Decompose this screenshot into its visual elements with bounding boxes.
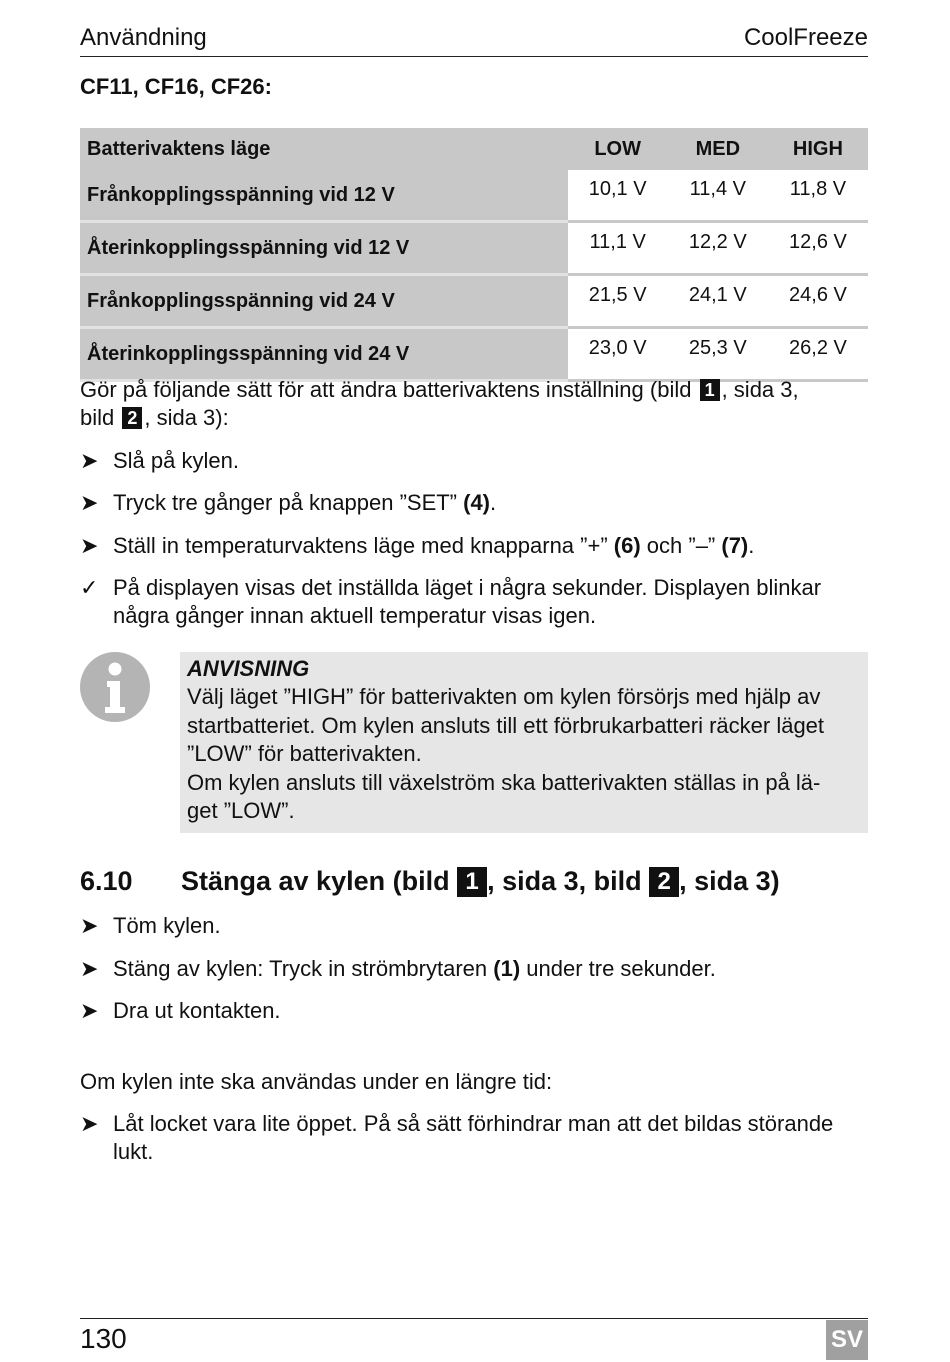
note-line: get ”LOW”. [187, 798, 295, 824]
footer-divider [80, 1318, 868, 1319]
figure-badge: 2 [122, 407, 142, 429]
step-text: Låt locket vara lite öppet. På så sätt förhindrar man att det bildas störande lukt. [113, 1111, 834, 1164]
table-row [80, 222, 868, 275]
table-header-cell: MED [668, 128, 768, 170]
note-title: ANVISNING [187, 656, 310, 681]
arrow-icon: ➤ [80, 913, 99, 938]
header-right: CoolFreeze [743, 24, 868, 51]
step-text: Töm kylen. [113, 913, 221, 938]
table-cell: 11,8 V [768, 170, 868, 222]
note-text [187, 655, 867, 825]
table-cell: Återinkopplingsspänning vid 24 V [80, 328, 568, 381]
result-text: På displayen visas det inställda läget i några sekunder. Displayen blinkar några gånger innan aktuell temperatur visas igen. [113, 575, 822, 628]
header-divider [80, 56, 868, 57]
note-line: Om kylen ansluts till växelström ska batterivakten ställas in på lä- [187, 769, 821, 795]
check-icon: ✓ [80, 575, 99, 600]
figure-badge: 1 [457, 867, 487, 897]
arrow-icon: ➤ [80, 448, 99, 473]
section-number: 6.10 [80, 866, 133, 896]
table-header-cell: LOW [568, 128, 668, 170]
intro-paragraph [80, 376, 870, 432]
longterm-intro: Om kylen inte ska användas under en längre tid: [80, 1069, 553, 1094]
arrow-icon: ➤ [80, 490, 99, 515]
table-header-cell: Batterivaktens läge [80, 128, 568, 170]
note-line: startbatteriet. Om kylen ansluts till ett förbrukarbatteri räcker läget [187, 712, 825, 738]
table-row [80, 328, 868, 381]
step-text: Tryck tre gånger på knappen ”SET” (4). [113, 490, 497, 515]
table-header-row [80, 128, 868, 170]
table-cell: Återinkopplingsspänning vid 12 V [80, 222, 568, 275]
intro-text: Gör på följande sätt för att ändra batterivaktens inställning (bild [80, 377, 698, 402]
table-cell: 10,1 V [568, 170, 668, 222]
table-row [80, 170, 868, 222]
figure-badge: 1 [700, 379, 720, 401]
table-cell: 24,1 V [668, 275, 768, 328]
table-cell: 23,0 V [568, 328, 668, 381]
intro-text: , sida 3): [144, 405, 229, 430]
arrow-icon: ➤ [80, 1111, 99, 1136]
step-text: Ställ in temperaturvaktens läge med knapparna ”+” (6) och ”–” (7). [113, 533, 755, 558]
table-row [80, 275, 868, 328]
models-title: CF11, CF16, CF26: [80, 74, 272, 99]
step-text: Slå på kylen. [113, 448, 239, 473]
intro-text: , sida 3, [721, 377, 799, 402]
info-icon [80, 652, 150, 722]
table-cell: 26,2 V [768, 328, 868, 381]
table-header-cell: HIGH [768, 128, 868, 170]
figure-badge: 2 [649, 867, 679, 897]
arrow-icon: ➤ [80, 956, 99, 981]
note-line: ”LOW” för batterivakten. [187, 741, 422, 767]
table-cell: 21,5 V [568, 275, 668, 328]
table-cell: 11,1 V [568, 222, 668, 275]
step-text: Dra ut kontakten. [113, 998, 281, 1023]
table-cell: 12,2 V [668, 222, 768, 275]
table-cell: Frånkopplingsspänning vid 12 V [80, 170, 568, 222]
step-text: Stäng av kylen: Tryck in strömbrytaren (1) under tre sekunder. [113, 956, 716, 981]
arrow-icon: ➤ [80, 998, 99, 1023]
note-line: Välj läget ”HIGH” för batterivakten om kylen försörjs med hjälp av [187, 684, 821, 710]
section-title: Stänga av kylen (bild 1 , sida 3, bild 2 , sida 3) [181, 866, 780, 896]
table-cell: 12,6 V [768, 222, 868, 275]
intro-text: bild [80, 405, 121, 430]
table-cell: 25,3 V [668, 328, 768, 381]
page-number: 130 [80, 1323, 127, 1354]
arrow-icon: ➤ [80, 533, 99, 558]
table-cell: 24,6 V [768, 275, 868, 328]
battery-monitor-table [80, 128, 868, 382]
table-cell: Frånkopplingsspänning vid 24 V [80, 275, 568, 328]
header-left: Användning [80, 24, 207, 51]
table-cell: 11,4 V [668, 170, 768, 222]
language-tab: SV [826, 1320, 868, 1360]
